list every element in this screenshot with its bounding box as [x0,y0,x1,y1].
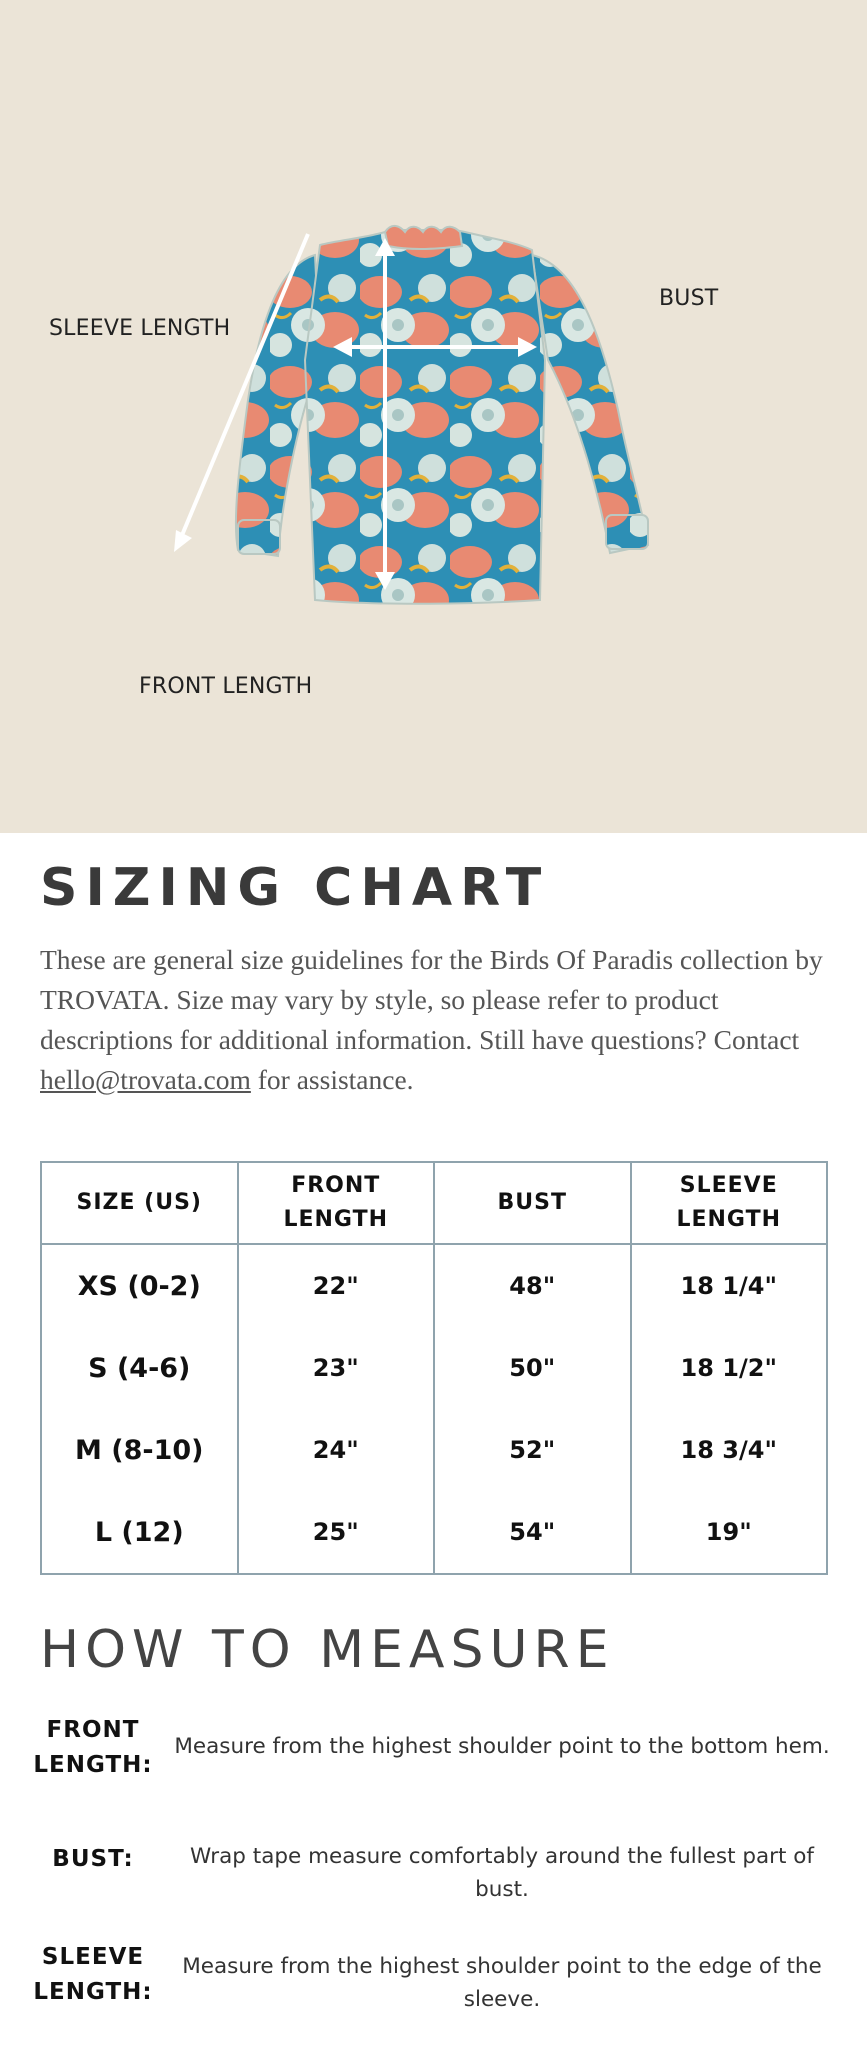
table-row [41,1409,827,1491]
measure-desc-bust: Wrap tape measure comfortably around the fullest part of bust. [189,1844,814,1902]
front-length-cell: 25" [238,1491,435,1574]
size-table [40,1161,828,1575]
bust-label: BUST [659,286,719,311]
size-cell: L (12) [41,1491,238,1574]
header-sleeve-length: SLEEVE LENGTH [631,1162,828,1244]
hero-illustration [0,0,867,833]
table-header-row [41,1162,827,1244]
header-front-length: FRONT LENGTH [238,1162,435,1244]
header-bust: BUST [434,1162,631,1244]
measure-term-front-length: FRONT LENGTH: [33,1717,153,1778]
sizing-intro [40,940,840,1100]
blouse-diagram [0,0,867,833]
bust-cell: 54" [434,1491,631,1574]
table-row [41,1491,827,1574]
measure-desc-sleeve-length: Measure from the highest shoulder point to the edge of the sleeve. [182,1954,822,2012]
intro-text-end: for assistance. [250,1064,414,1095]
measure-term-bust: BUST: [52,1846,134,1872]
bust-cell: 50" [434,1327,631,1409]
table-row [41,1244,827,1327]
sleeve-length-cell: 18 1/2" [631,1327,828,1409]
sleeve-length-cell: 19" [631,1491,828,1574]
front-length-cell: 24" [238,1409,435,1491]
front-length-cell: 23" [238,1327,435,1409]
size-cell: M (8-10) [41,1409,238,1491]
measure-desc-front-length: Measure from the highest shoulder point to the bottom hem. [174,1734,830,1759]
blouse-shape [236,226,648,604]
bust-cell: 52" [434,1409,631,1491]
intro-text: These are general size guidelines for the Birds Of Paradis collection by TROVATA. Size may vary by style, so please refer to product descriptions for additional information. Still have questions? Contact [40,944,823,1055]
how-to-measure-title: HOW TO MEASURE [40,1620,615,1680]
sleeve-length-label: SLEEVE LENGTH [49,316,231,341]
email-link[interactable]: hello@trovata.com [40,1064,251,1095]
sleeve-length-cell: 18 3/4" [631,1409,828,1491]
front-length-label: FRONT LENGTH [139,674,313,699]
sizing-chart-title: SIZING CHART [40,858,550,918]
table-row [41,1327,827,1409]
header-size: SIZE (US) [41,1162,238,1244]
sleeve-length-cell: 18 1/4" [631,1244,828,1327]
bust-cell: 48" [434,1244,631,1327]
size-cell: S (4-6) [41,1327,238,1409]
size-cell: XS (0-2) [41,1244,238,1327]
front-length-cell: 22" [238,1244,435,1327]
measure-term-sleeve-length: SLEEVE LENGTH: [33,1944,153,2005]
